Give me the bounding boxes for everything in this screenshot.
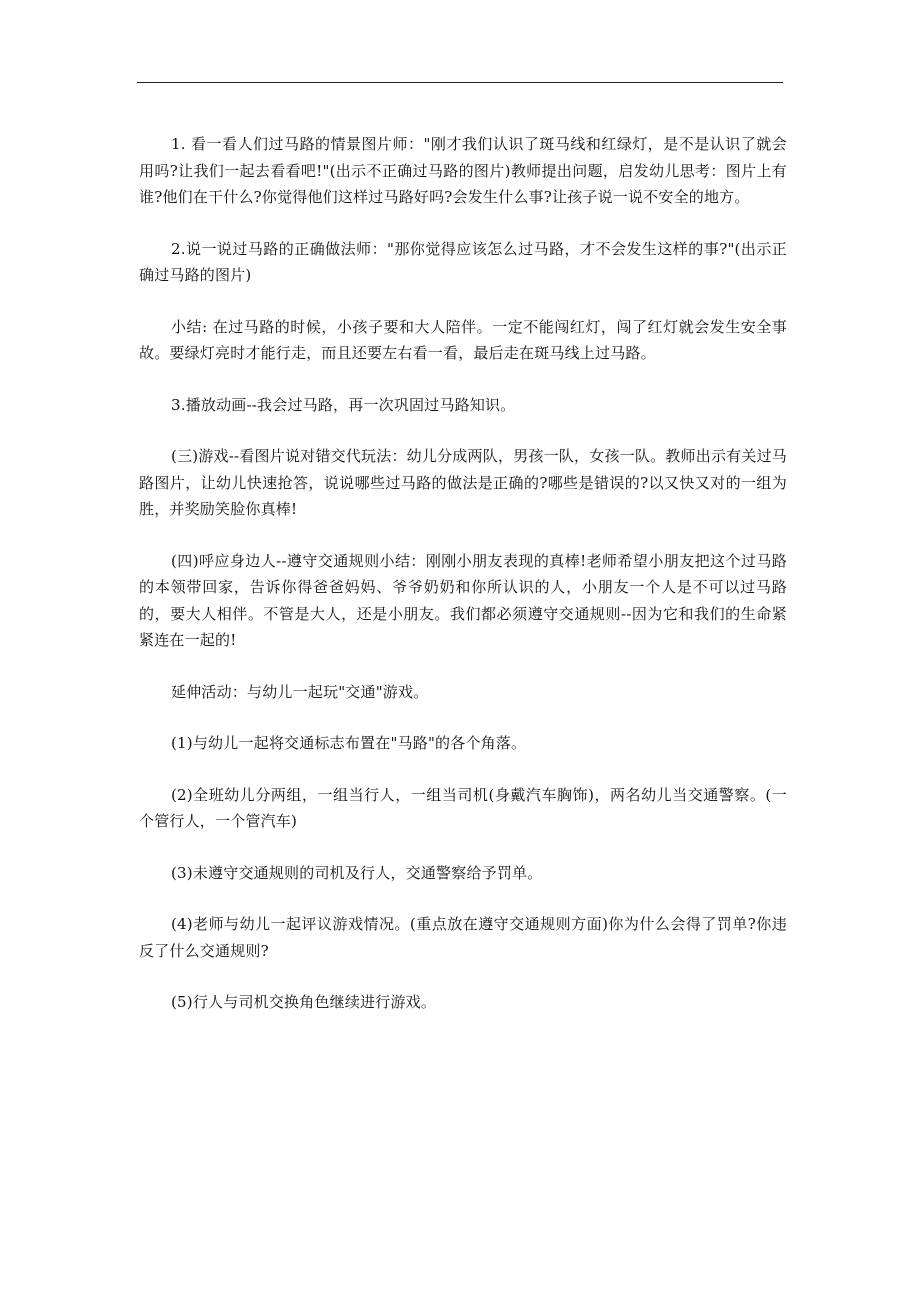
paragraph-summary: 小结: 在过马路的时候，小孩子要和大人陪伴。一定不能闯红灯，闯了红灯就会发生安全事故。要绿灯亮时才能行走，而且还要左右看一看，最后走在斑马线上过马路。 xyxy=(139,317,787,362)
paragraph-extension-2: (2)全班幼儿分两组，一组当行人，一组当司机(身戴汽车胸饰)，两名幼儿当交通警察。(一个管行人，一个管汽车) xyxy=(139,785,787,830)
paragraph-step-3: 3.播放动画--我会过马路，再一次巩固过马路知识。 xyxy=(171,395,516,414)
paragraph-extension-3: (3)未遵守交通规则的司机及行人，交通警察给予罚单。 xyxy=(171,863,543,882)
paragraph-extension-activity: 延伸活动：与幼儿一起玩"交通"游戏。 xyxy=(171,682,429,701)
paragraph-extension-1: (1)与幼儿一起将交通标志布置在"马路"的各个角落。 xyxy=(171,734,527,752)
paragraph-step-1: 1. 看一看人们过马路的情景图片师："刚才我们认识了斑马线和红绿灯，是不是认识了就会用吗?让我们一起去看看吧!"(出示不正确过马路的图片)教师提出问题，启发幼儿思考：图片上有谁?他们在干什么?你觉得他们这样过马路好吗?会发生什么事?让孩子说一说不安全的地方。 xyxy=(139,135,787,206)
document-body xyxy=(139,131,787,1041)
paragraph-step-2: 2.说一说过马路的正确做法师："那你觉得应该怎么过马路，才不会发生这样的事?"(出示正确过马路的图片) xyxy=(139,239,787,284)
paragraph-game: (三)游戏--看图片说对错交代玩法：幼儿分成两队，男孩一队，女孩一队。教师出示有关过马路图片，让幼儿快速抢答，说说哪些过马路的做法是正确的?哪些是错误的?以又快又对的一组为胜，并奖励笑脸你真棒! xyxy=(139,447,787,518)
paragraph-extension-4: (4)老师与幼儿一起评议游戏情况。(重点放在遵守交通规则方面)你为什么会得了罚单?你违反了什么交通规则? xyxy=(139,915,787,960)
paragraph-extension-5: (5)行人与司机交换角色继续进行游戏。 xyxy=(171,993,437,1011)
header-rule xyxy=(137,82,783,83)
paragraph-conclusion: (四)呼应身边人--遵守交通规则小结：刚刚小朋友表现的真棒!老师希望小朋友把这个过马路的本领带回家，告诉你得爸爸妈妈、爷爷奶奶和你所认识的人，小朋友一个人是不可以过马路的，要大人相伴。不管是大人，还是小朋友。我们都必须遵守交通规则--因为它和我们的生命紧紧连在一起的! xyxy=(139,551,787,649)
